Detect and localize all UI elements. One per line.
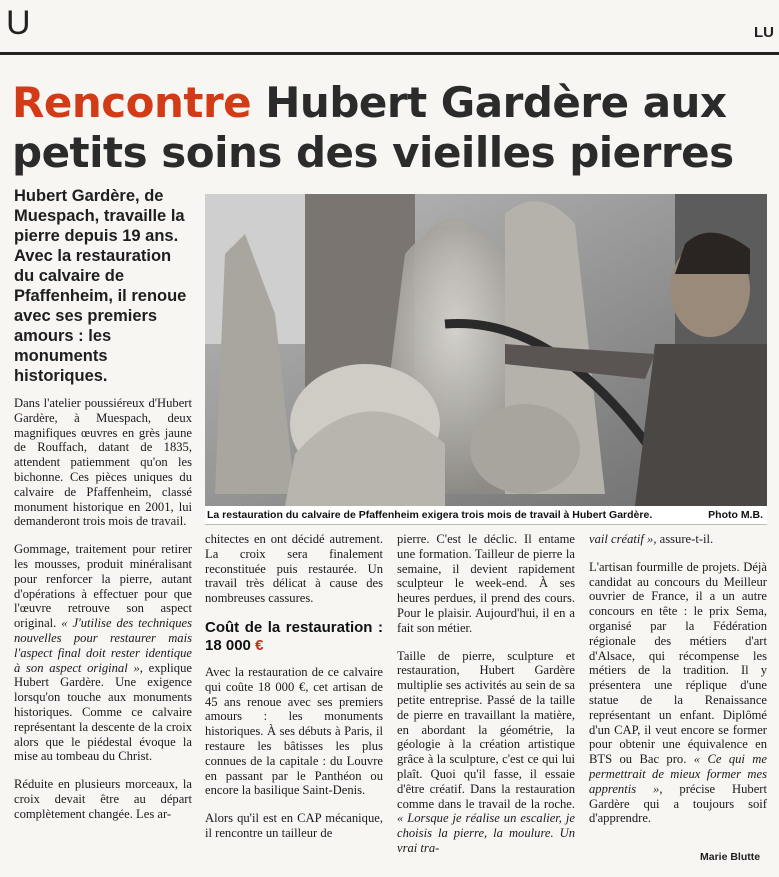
col1-paragraph-2: Gommage, traitement pour retirer les mousses, produit minéralisant pour renforcer la pierre, autant d'opérations à effectuer pour que l'œuvre retrouve son aspect original. « J'utilise des techniques nouvelles pour restaurer mais l'aspect final doit rester identique à son aspect original », explique Hubert Gardère. Une exigence lorsqu'on touche aux monuments historiques. Comme ce calvaire représentant la descente de la croix alors que le piédestal évoque la mise au tombeau du Christ.	[14, 542, 193, 764]
photo-caption: La restauration du calvaire de Pfaffenheim exigera trois mois de travail à Hubert Gardère.	[207, 509, 653, 521]
lead-paragraph: Hubert Gardère, de Muespach, travaille la pierre depuis 19 ans. Avec la restauration du calvaire de Pfaffenheim, il renoue avec ses premiers amours : les monuments historiques.	[14, 187, 187, 385]
section-label: LU	[754, 24, 774, 41]
header-rule	[0, 52, 779, 55]
col4-paragraph-0: vail créatif », assure-t-il.	[589, 532, 714, 546]
col2-paragraph-3: Alors qu'il est en CAP mécanique, il rencontre un tailleur de	[205, 811, 383, 840]
article-photo	[205, 194, 767, 506]
statues-photo-illustration	[205, 194, 767, 506]
section-letter: U	[6, 4, 31, 42]
column-1	[14, 396, 192, 835]
column-2	[205, 532, 383, 854]
photo-caption-bar	[205, 506, 767, 525]
col1-paragraph-3: Réduite en plusieurs morceaux, la croix devait être au départ complètement changée. Les ar-	[14, 777, 192, 821]
headline-kicker: Rencontre	[12, 78, 252, 127]
subhead-cost: Coût de la restauration : 18 000 €	[205, 618, 383, 654]
col4-paragraph-1: L'artisan fourmille de projets. Déjà candidat au concours du Meilleur ouvrier de France, il a un autre concours en tête : le prix Sema, organisé par la Fédération régionale des métiers d'art d'Alsace, qui récompense les métiers de la tradition. Il y présentera une réplique d'une statue de la Renaissance représentant un enfant. Diplômé d'un CAP, il veut encore se former pour obtenir une équivalence en BTS ou Bac pro. « Ce qui me permettrait de mieux former mes apprentis », précise Hubert Gardère qui a toujours soif d'apprendre.	[589, 559, 767, 826]
col1-paragraph-1: Dans l'atelier poussiéreux d'Hubert Gardère, à Muespach, deux magnifiques œuvres en grès jaune de Rouffach, datant de 1835, attendent patiemment qu'on les bichonne. Ces pièces uniques du calvaire de Pfaffenheim, classé monument historique en 2001, lui demanderont trois mois de travail.	[14, 396, 192, 529]
column-4	[589, 532, 767, 839]
col3-paragraph-2: Taille de pierre, sculpture et restauration, Hubert Gardère multiplie ses activités au sein de sa petite entreprise. Passé de la taille de pierre en travaillant la matière, en abordant la géométrie, la géologie à la création artistique grâce à la sculpture, c'est ce qui lui plaît. Quoi qu'il fasse, il essaie d'être créatif. Dans la restauration comme dans le travail de la roche. « Lorsque je réalise un escalier, je choisis la pierre, la moulure. Un vrai tra-	[397, 648, 575, 855]
col3-paragraph-1: pierre. C'est le déclic. Il entame une formation. Tailleur de pierre la semaine, il devient rapidement sculpteur le week-end. À ses heures perdues, il prend des cours. Pour le plaisir. Aujourd'hui, il en a fait son métier.	[397, 532, 575, 635]
col2-paragraph-1: chitectes en ont décidé autrement. La croix sera finalement reconstituée puis restaurée. Un travail très délicat à cause des nombreuses cassures.	[205, 532, 383, 606]
col2-paragraph-2: Avec la restauration de ce calvaire qui coûte 18 000 €, cet artisan de 45 ans renoue avec ses premiers amours : les monuments historiques. À ses débuts à Paris, il restaure les bâtisses les plus connues de la capitale : du Louvre en passant par le Panthéon ou encore la basilique Saint-Denis.	[205, 664, 383, 798]
photo-credit: Photo M.B.	[708, 509, 763, 521]
headline-title: Hubert Gardère aux petits soins des vieilles pierres	[12, 78, 734, 177]
column-3	[397, 532, 575, 869]
author-signature: Marie Blutte	[700, 851, 761, 863]
headline	[12, 78, 772, 178]
